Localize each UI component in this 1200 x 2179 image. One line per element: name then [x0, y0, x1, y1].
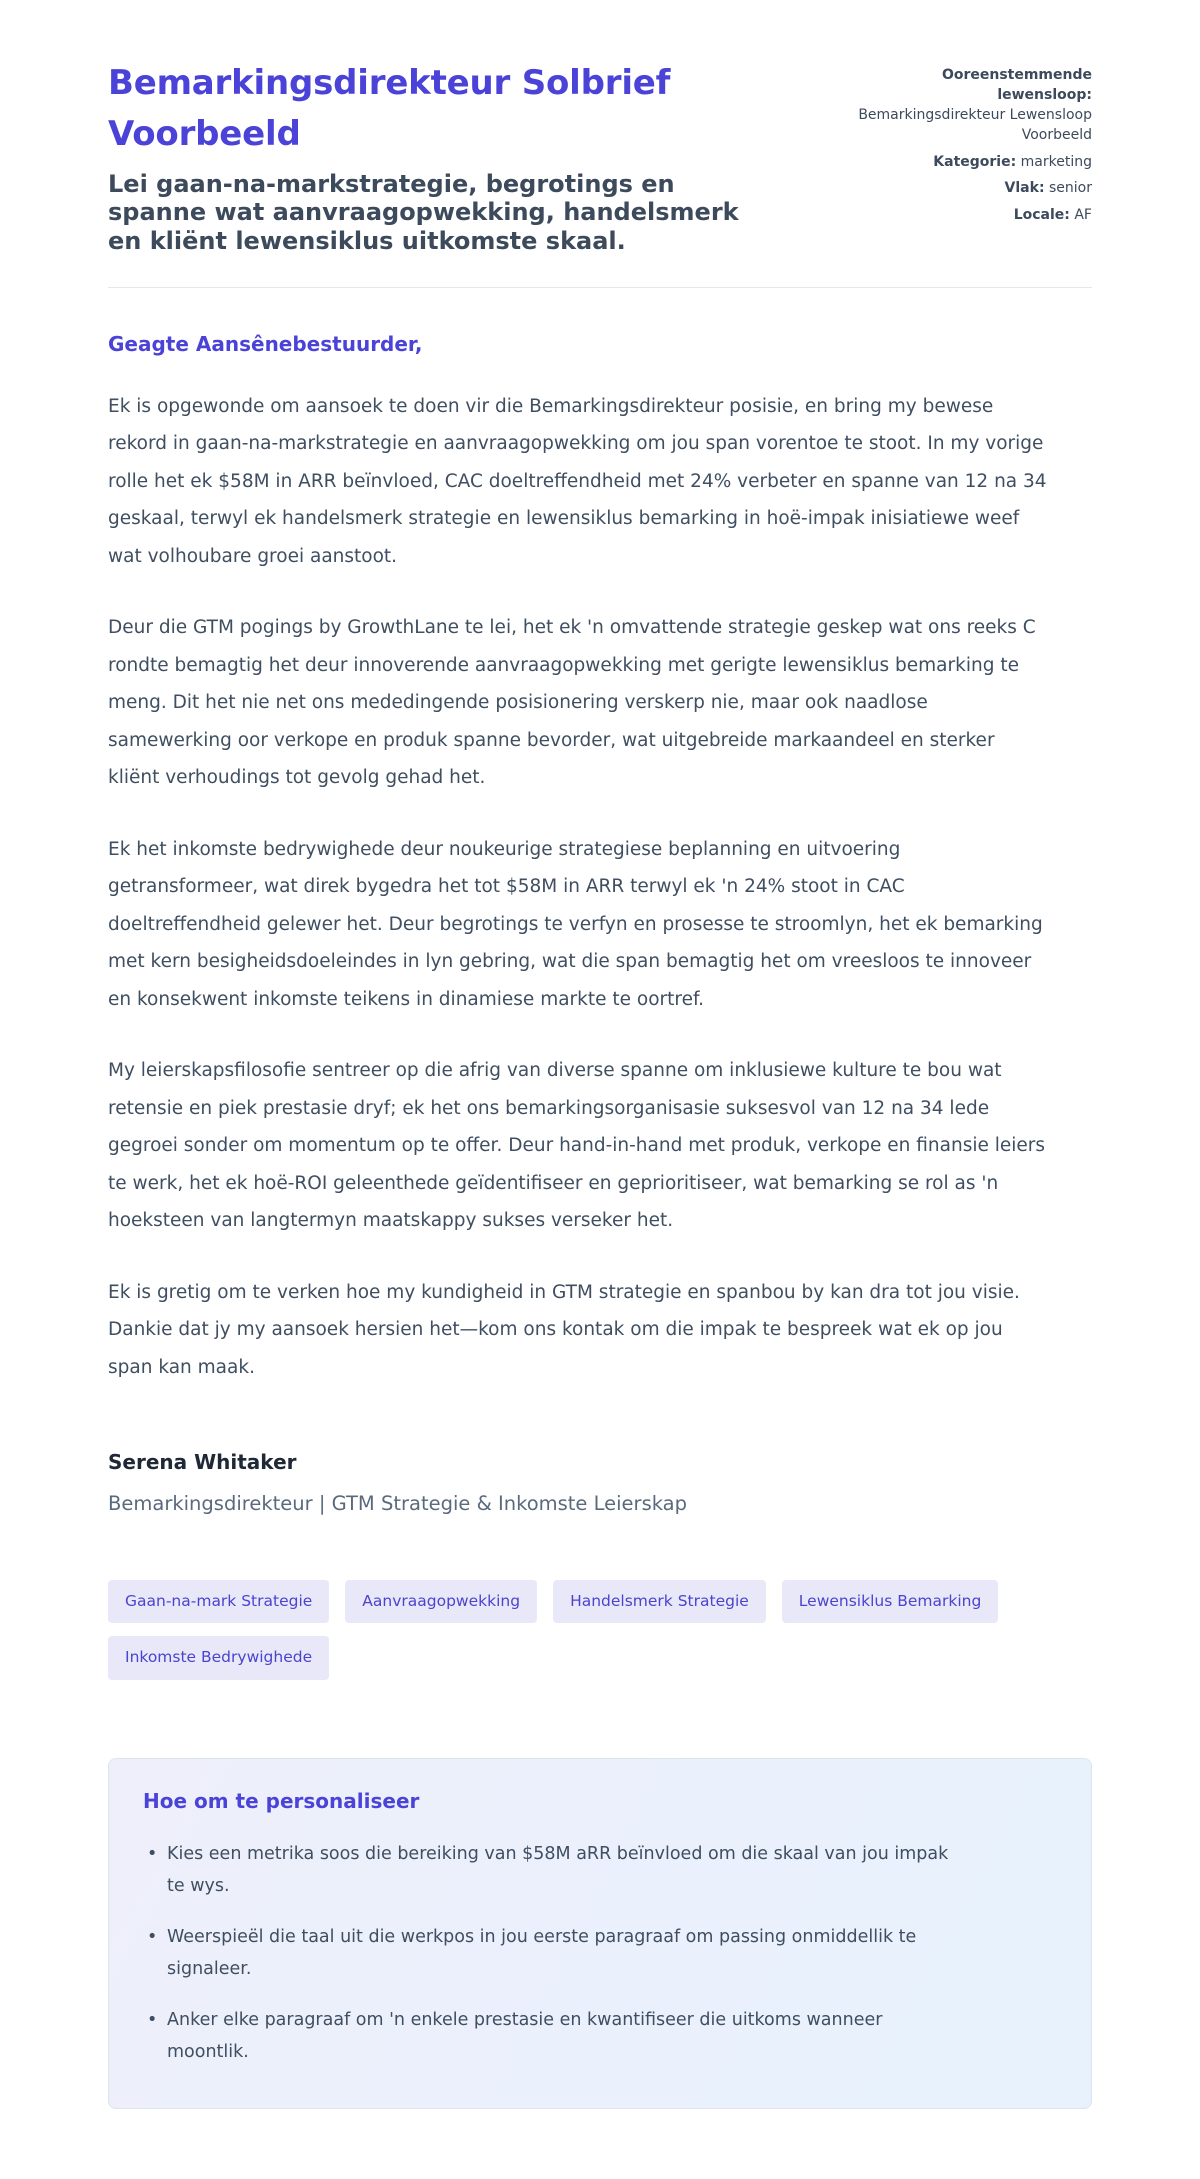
tip-item: • Kies een metrika soos die bereiking van $58M aRR beïnvloed om die skaal van jou impak te wys. — [143, 1838, 953, 1902]
tag-chip-demand-generation[interactable]: Aanvraagopwekking — [345, 1580, 537, 1624]
meta-label: Kategorie: — [933, 153, 1017, 170]
meta-panel — [852, 52, 1092, 233]
tips-list — [143, 1838, 1057, 2068]
letter-paragraph: Ek het inkomste bedrywighede deur noukeurige strategiese beplanning en uitvoering getransformeer, wat direk bygedra het tot $58M in ARR terwyl ek 'n 24% stoot in CAC doeltreffendheid gelewer het. Deur begrotings te verfyn en prosesse te stroomlyn, het ek bemarking met kern besigheidsdoeleindes in lyn gebring, wat die span bemagtig het om vreesloos te innoveer en konsekwent inkomste teikens in dinamiese markte te oortref. — [108, 838, 1043, 1010]
letter-paragraph: Deur die GTM pogings by GrowthLane te lei, het ek 'n omvattende strategie geskep wat ons reeks C rondte bemagtig het deur innoverende aanvraagopwekking met gerigte lewensiklus bemarking te meng. Dit het nie net ons mededingende posisionering verskerp nie, maar ook naadlose samewerking oor verkope en produk spanne bevorder, wat uitgebreide markaandeel en sterker kliënt verhoudings tot gevolg gehad het. — [108, 617, 1036, 789]
letter-paragraph: Ek is opgewonde om aansoek te doen vir die Bemarkingsdirekteur posisie, en bring my bewese rekord in gaan-na-markstrategie en aanvraagopwekking om jou span vorentoe te stoot. In my vorige rolle het ek $58M in ARR beïnvloed, CAC doeltreffendheid met 24% verbeter en spanne van 12 na 34 geskaal, terwyl ek handelsmerk strategie en lewensiklus bemarking in hoë-impak inisiatiewe weef wat volhoubare groei aanstoot. — [108, 395, 1047, 567]
meta-value: Bemarkingsdirekteur Lewensloop Voorbeeld — [858, 106, 1092, 143]
tips-heading: Hoe om te personaliseer — [143, 1789, 420, 1814]
personalization-tips-panel — [108, 1758, 1092, 2109]
header-title-block — [108, 52, 808, 255]
meta-value: senior — [1044, 180, 1092, 197]
meta-item-locale — [852, 206, 1092, 226]
letter-greeting: Geagte Aansênebestuurder, — [108, 331, 423, 356]
tag-chip-brand-strategy[interactable]: Handelsmerk Strategie — [553, 1580, 766, 1624]
signature-role: Bemarkingsdirekteur | GTM Strategie & Inkomste Leierskap — [108, 1492, 688, 1516]
signature-block — [108, 1450, 1092, 1517]
meta-item-category — [852, 153, 1092, 173]
tip-item: • Weerspieël die taal uit die werkpos in jou eerste paragraaf om passing onmiddellik te signaleer. — [143, 1921, 953, 1985]
page-header — [108, 52, 1092, 255]
meta-value: marketing — [1016, 153, 1092, 170]
page-title: Bemarkingsdirekteur Solbrief Voorbeeld — [108, 63, 671, 154]
letter-body — [108, 332, 1092, 1518]
tag-chip-lifecycle-marketing[interactable]: Lewensiklus Bemarking — [782, 1580, 999, 1624]
meta-item-level — [852, 179, 1092, 199]
meta-label: Ooreenstemmende lewensloop: — [941, 67, 1092, 103]
tip-item: • Anker elke paragraaf om 'n enkele prestasie en kwantifiseer die uitkoms wanneer moontlik. — [143, 2004, 953, 2068]
tag-chip-go-to-market-strategy[interactable]: Gaan-na-mark Strategie — [108, 1580, 329, 1624]
page-subtitle: Lei gaan-na-markstrategie, begrotings en spanne wat aanvraagopwekking, handelsmerk en kliënt lewensiklus uitkomste skaal. — [108, 170, 739, 255]
meta-label: Vlak: — [1004, 180, 1045, 197]
meta-value: AF — [1069, 207, 1092, 224]
meta-label: Locale: — [1013, 207, 1070, 224]
meta-item-matching-resume — [852, 66, 1092, 146]
cover-letter-page — [108, 0, 1092, 2179]
letter-paragraph: My leierskapsfilosofie sentreer op die afrig van diverse spanne om inklusiewe kulture te bou wat retensie en piek prestasie dryf; ek het ons bemarkingsorganisasie suksesvol van 12 na 34 lede gegroei sonder om momentum op te offer. Deur hand-in-hand met produk, verkope en finansie leiers te werk, het ek hoë-ROI geleenthede geïdentifiseer en geprioritiseer, wat bemarking se rol as 'n hoeksteen van langtermyn maatskappy sukses verseker het. — [108, 1060, 1046, 1232]
tag-chip-revenue-operations[interactable]: Inkomste Bedrywighede — [108, 1636, 329, 1680]
signature-name: Serena Whitaker — [108, 1450, 297, 1475]
divider — [108, 287, 1092, 288]
tag-list — [108, 1580, 1092, 1680]
letter-paragraph: Ek is gretig om te verken hoe my kundigheid in GTM strategie en spanbou by kan dra tot jou visie. Dankie dat jy my aansoek hersien het—kom ons kontak om die impak te bespreek wat ek op jou span kan maak. — [108, 1281, 1020, 1378]
